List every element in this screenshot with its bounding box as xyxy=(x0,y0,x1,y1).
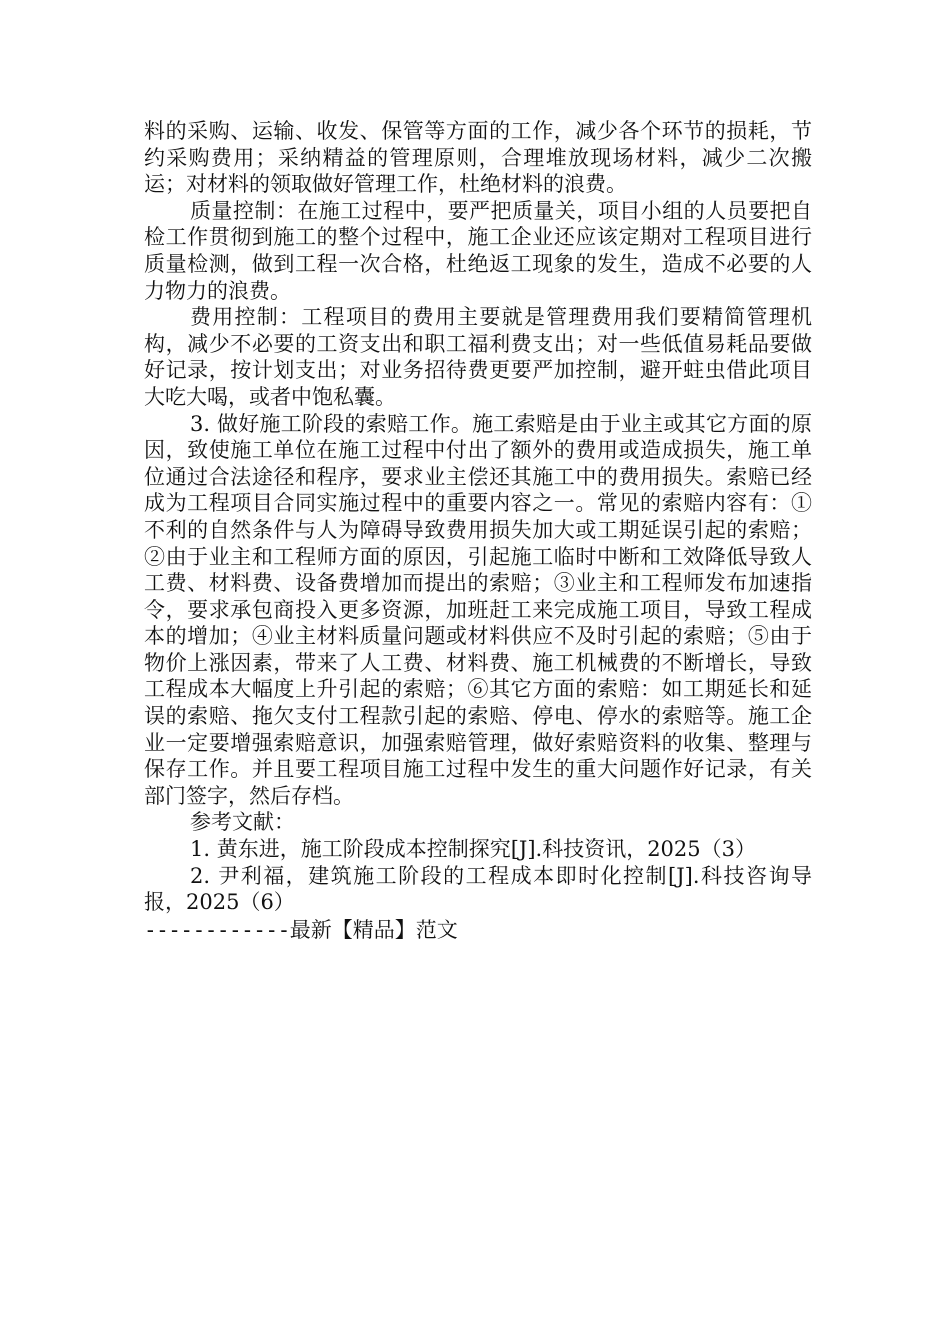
paragraph-claims: 3. 做好施工阶段的索赔工作。施工索赔是由于业主或其它方面的原因，致使施工单位在施工过程中付出了额外的费用或造成损失，施工单位通过合法途径和程序，要求业主偿还其施工中的费用损失。索赔已经成为工程项目合同实施过程中的重要内容之一。常见的索赔内容有：①不利的自然条件与人为障碍导致费用损失加大或工期延误引起的索赔；②由于业主和工程师方面的原因，引起施工临时中断和工效降低导致人工费、材料费、设备费增加而提出的索赔；③业主和工程师发布加速指令，要求承包商投入更多资源，加班赶工来完成施工项目，导致工程成本的增加；④业主材料质量问题或材料供应不及时引起的索赔；⑤由于物价上涨因素，带来了人工费、材料费、施工机械费的不断增长，导致工程成本大幅度上升引起的索赔；⑥其它方面的索赔：如工期延长和延误的索赔、拖欠支付工程款引起的索赔、停电、停水的索赔等。施工企业一定要增强索赔意识，加强索赔管理，做好索赔资料的收集、整理与保存工作。并且要工程项目施工过程中发生的重大问题作好记录，有关部门签字，然后存档。 xyxy=(144,411,812,808)
references-heading: 参考文献： xyxy=(190,810,295,835)
paragraph-materials-continuation: 料的采购、运输、收发、保管等方面的工作，减少各个环节的损耗，节约采购费用；采纳精益的管理原则，合理堆放现场材料，减少二次搬运；对材料的领取做好管理工作，杜绝材料的浪费。 xyxy=(144,119,812,197)
reference-item: 2. 尹利福，建筑施工阶段的工程成本即时化控制[J].科技咨询导报，2025（6） xyxy=(144,863,812,915)
reference-item: 1. 黄东进，施工阶段成本控制探究[J].科技资讯，2025（3） xyxy=(190,837,756,862)
footer-dashes: ------------ xyxy=(144,918,290,942)
paragraph-cost-control: 费用控制：工程项目的费用主要就是管理费用我们要精简管理机构，减少不必要的工资支出和职工福利费支出；对一些低值易耗品要做好记录，按计划支出；对业务招待费更要严加控制，避开蛀虫借此项目大吃大喝，或者中饱私囊。 xyxy=(144,305,812,409)
footer-label: 最新【精品】范文 xyxy=(289,918,458,942)
page-footer xyxy=(144,916,458,944)
paragraph-quality-control: 质量控制：在施工过程中，要严把质量关，项目小组的人员要把自检工作贯彻到施工的整个过程中，施工企业还应该定期对工程项目进行质量检测，做到工程一次合格，杜绝返工现象的发生，造成不必要的人力物力的浪费。 xyxy=(144,198,812,303)
document-body xyxy=(144,118,812,916)
